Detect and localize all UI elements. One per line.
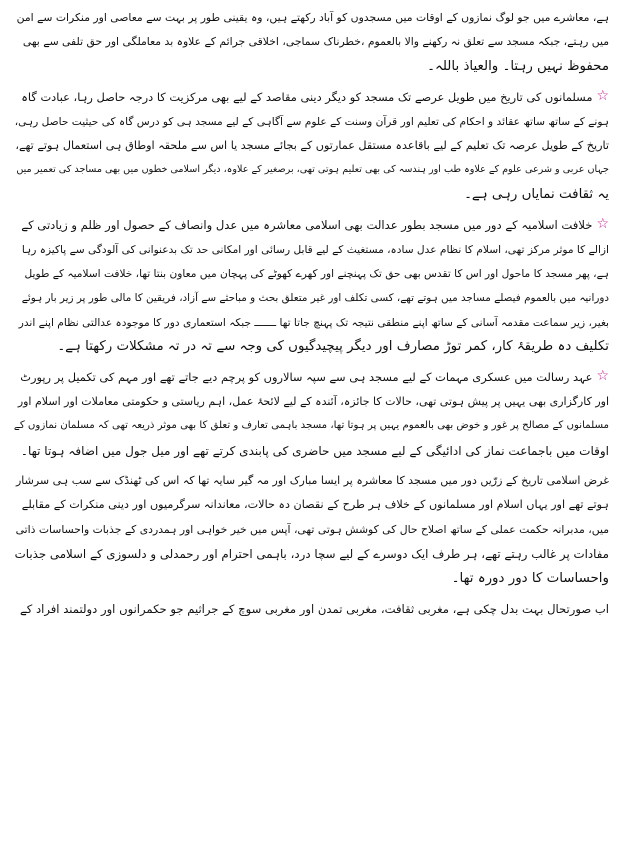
text-line: ہے، معاشرے میں جو لوگ نمازوں کے اوقات میں مسجدوں کو آباد رکھتے ہیں، وہ یقینی طور پر بہت سے معاصی اور منکرات سے امن	[16, 11, 609, 24]
text-line	[14, 85, 609, 109]
text-line	[14, 213, 609, 237]
text-line: محفوظ نہیں رہتا۔ والعیاذ باللہ۔	[427, 58, 609, 74]
paragraph-mosque-education	[14, 85, 609, 207]
text-line: تکلیف دہ طریقۂ کار، کمر توڑ مصارف اور دیگر پیچیدگیوں کی وجہ سے تہ در تہ مشکلات رکھتا ہے۔	[57, 339, 609, 355]
text-line: مفادات پر غالب رہتے تھے، ہر طرف ایک دوسرے کے لیے سچا درد، باہمی احترام اور رحمدلی و دلسوزی کے اسلامی جذبات	[14, 547, 609, 562]
text-line	[14, 365, 609, 389]
text-line: یہ ثقافت نمایاں رہی ہے۔	[464, 186, 609, 202]
text-line: واحساسات کا دور دورہ تھا۔	[451, 570, 609, 586]
text-line: ہونے کے ساتھ ساتھ عقائد و احکام کی تعلیم اور قرآن وسنت کے علوم سے آگاہی کے لیے مسجد ہی کو درس گاہ کی حیثیت حاصل رہی،	[14, 115, 609, 128]
text-line: مسلمانوں کے مصالح پر غور و خوض بھی بالعموم یہیں پر ہوتا تھا، مسجد باہمی تعارف و تعلق کا بھی موثر ذریعہ تھی کہ مسلمان نمازوں کے	[14, 420, 609, 432]
text-line: دورانیہ میں بالعموم فیصلے مساجد میں ہوتے تھے، کسی تکلف اور غیر متعلق بحث و مباحثے سے آزاد، فریقین کا مالی طور پر زیر بار ہوئے	[21, 292, 609, 305]
text-line: ہوتے تھے اور یہاں اسلام اور مسلمانوں کے خلاف ہر طرح کے نقصان دہ حالات، معاندانہ سرگرمیوں اور دینی منکرات کے مقابلے	[21, 498, 609, 512]
text-line-content: مسلمانوں کی تاریخ میں طویل عرصے تک مسجد کو دیگر دینی مقاصد کے لیے بھی مرکزیت کا درجہ حاصل رہا، عبادت گاہ	[21, 90, 593, 105]
text-line-content: خلافت اسلامیہ کے دور میں مسجد بطور عدالت بھی اسلامی معاشرہ میں عدل وانصاف کے حصول اور ظلم و زیادتی کے	[21, 218, 593, 233]
star-outline-icon: ☆	[596, 88, 609, 105]
star-outline-icon: ☆	[596, 216, 609, 233]
star-outline-icon: ☆	[596, 368, 609, 385]
text-line: میں، مدبرانہ حکمت عملی کے ساتھ اصلاح حال کی کوشش ہوتی تھی، آپس میں خیر خواہی اور ہمدردی کے جذبات واحساسات ذاتی	[15, 522, 609, 536]
text-line: میں رہتے، جبکہ مسجد سے تعلق نہ رکھنے والا بالعموم ،خطرناک سماجی، اخلاقی جرائم کے علاوہ بد معاملگی اور حق تلفی سے بھی	[22, 35, 609, 49]
text-line: ہے، پھر مسجد کا ماحول اور اس کا تقدس بھی حق تک پہنچنے اور کھرے کھوٹے کی پہچان میں معاون بنتا تھا، خلافت اسلامیہ کے طویل	[24, 267, 609, 280]
paragraph-current-situation	[14, 597, 609, 621]
paragraph-intro	[14, 6, 609, 79]
text-line: تاریخ کے طویل عرصہ تک تعلیم کے لیے باقاعدہ مستقل عمارتوں کے بجائے مسجد یا اس سے ملحقہ اوطاق ہی استعمال ہوتے تھے،	[15, 138, 609, 152]
text-line: بغیر، زیر سماعت مقدمہ آسانی کے ساتھ اپنے منطقی نتیجہ تک پہنچ جاتا تھا ـــــــ جبکہ استعماری دور کا موجودہ عدالتی نظام اپنے اندر	[18, 316, 609, 329]
text-line: اوقات میں باجماعت نماز کی ادائیگی کے لیے مسجد میں حاضری کی پابندی کرتے تھے اور میل جول میں اضافہ ہوتا تھا۔	[20, 443, 609, 458]
paragraph-mosque-court	[14, 213, 609, 359]
paragraph-mosque-military	[14, 365, 609, 463]
text-line: جہاں عربی و شرعی علوم کے علاوہ طب اور ہندسہ کی بھی تعلیم ہوتی تھی، برصغیر کے علاوہ، دیگر اسلامی خطوں میں بھی مساجد کی تعمیر میں	[16, 164, 609, 176]
text-line: ازالے کا موثر مرکز تھی، اسلام کا نظام عدل سادہ، مستغیث کے لیے قابل رسائی اور امکانی حد تک بدعنوانی کی آلودگی سے پاکیزہ رہا	[21, 243, 609, 256]
text-line: اب صورتحال بہت بدل چکی ہے، مغربی ثقافت، مغربی تمدن اور مغربی سوچ کے جراثیم جو حکمرانوں اور دولتمند افراد کے	[19, 601, 609, 616]
text-line-content: عہد رسالت میں عسکری مہمات کے لیے مسجد ہی سے سپہ سالاروں کو پرچم دیے جاتے تھے اور مہم کی تکمیل پر رپورٹ	[20, 370, 593, 385]
paragraph-golden-era	[14, 469, 609, 591]
text-line: غرض اسلامی تاریخ کے زرّیں دور میں مسجد کا معاشرہ پر ایسا مبارک اور مہ گیر سایہ تھا کہ اس کی ٹھنڈک سے سب ہی سرشار	[15, 474, 609, 488]
text-line: اور کارگزاری بھی یہیں پر پیش ہوتی تھی، حالات کا جائزہ، آئندہ کے لیے لائحۂ عمل، اہم ریاستی و حکومتی معاملات اور اسلام اور	[17, 394, 609, 408]
